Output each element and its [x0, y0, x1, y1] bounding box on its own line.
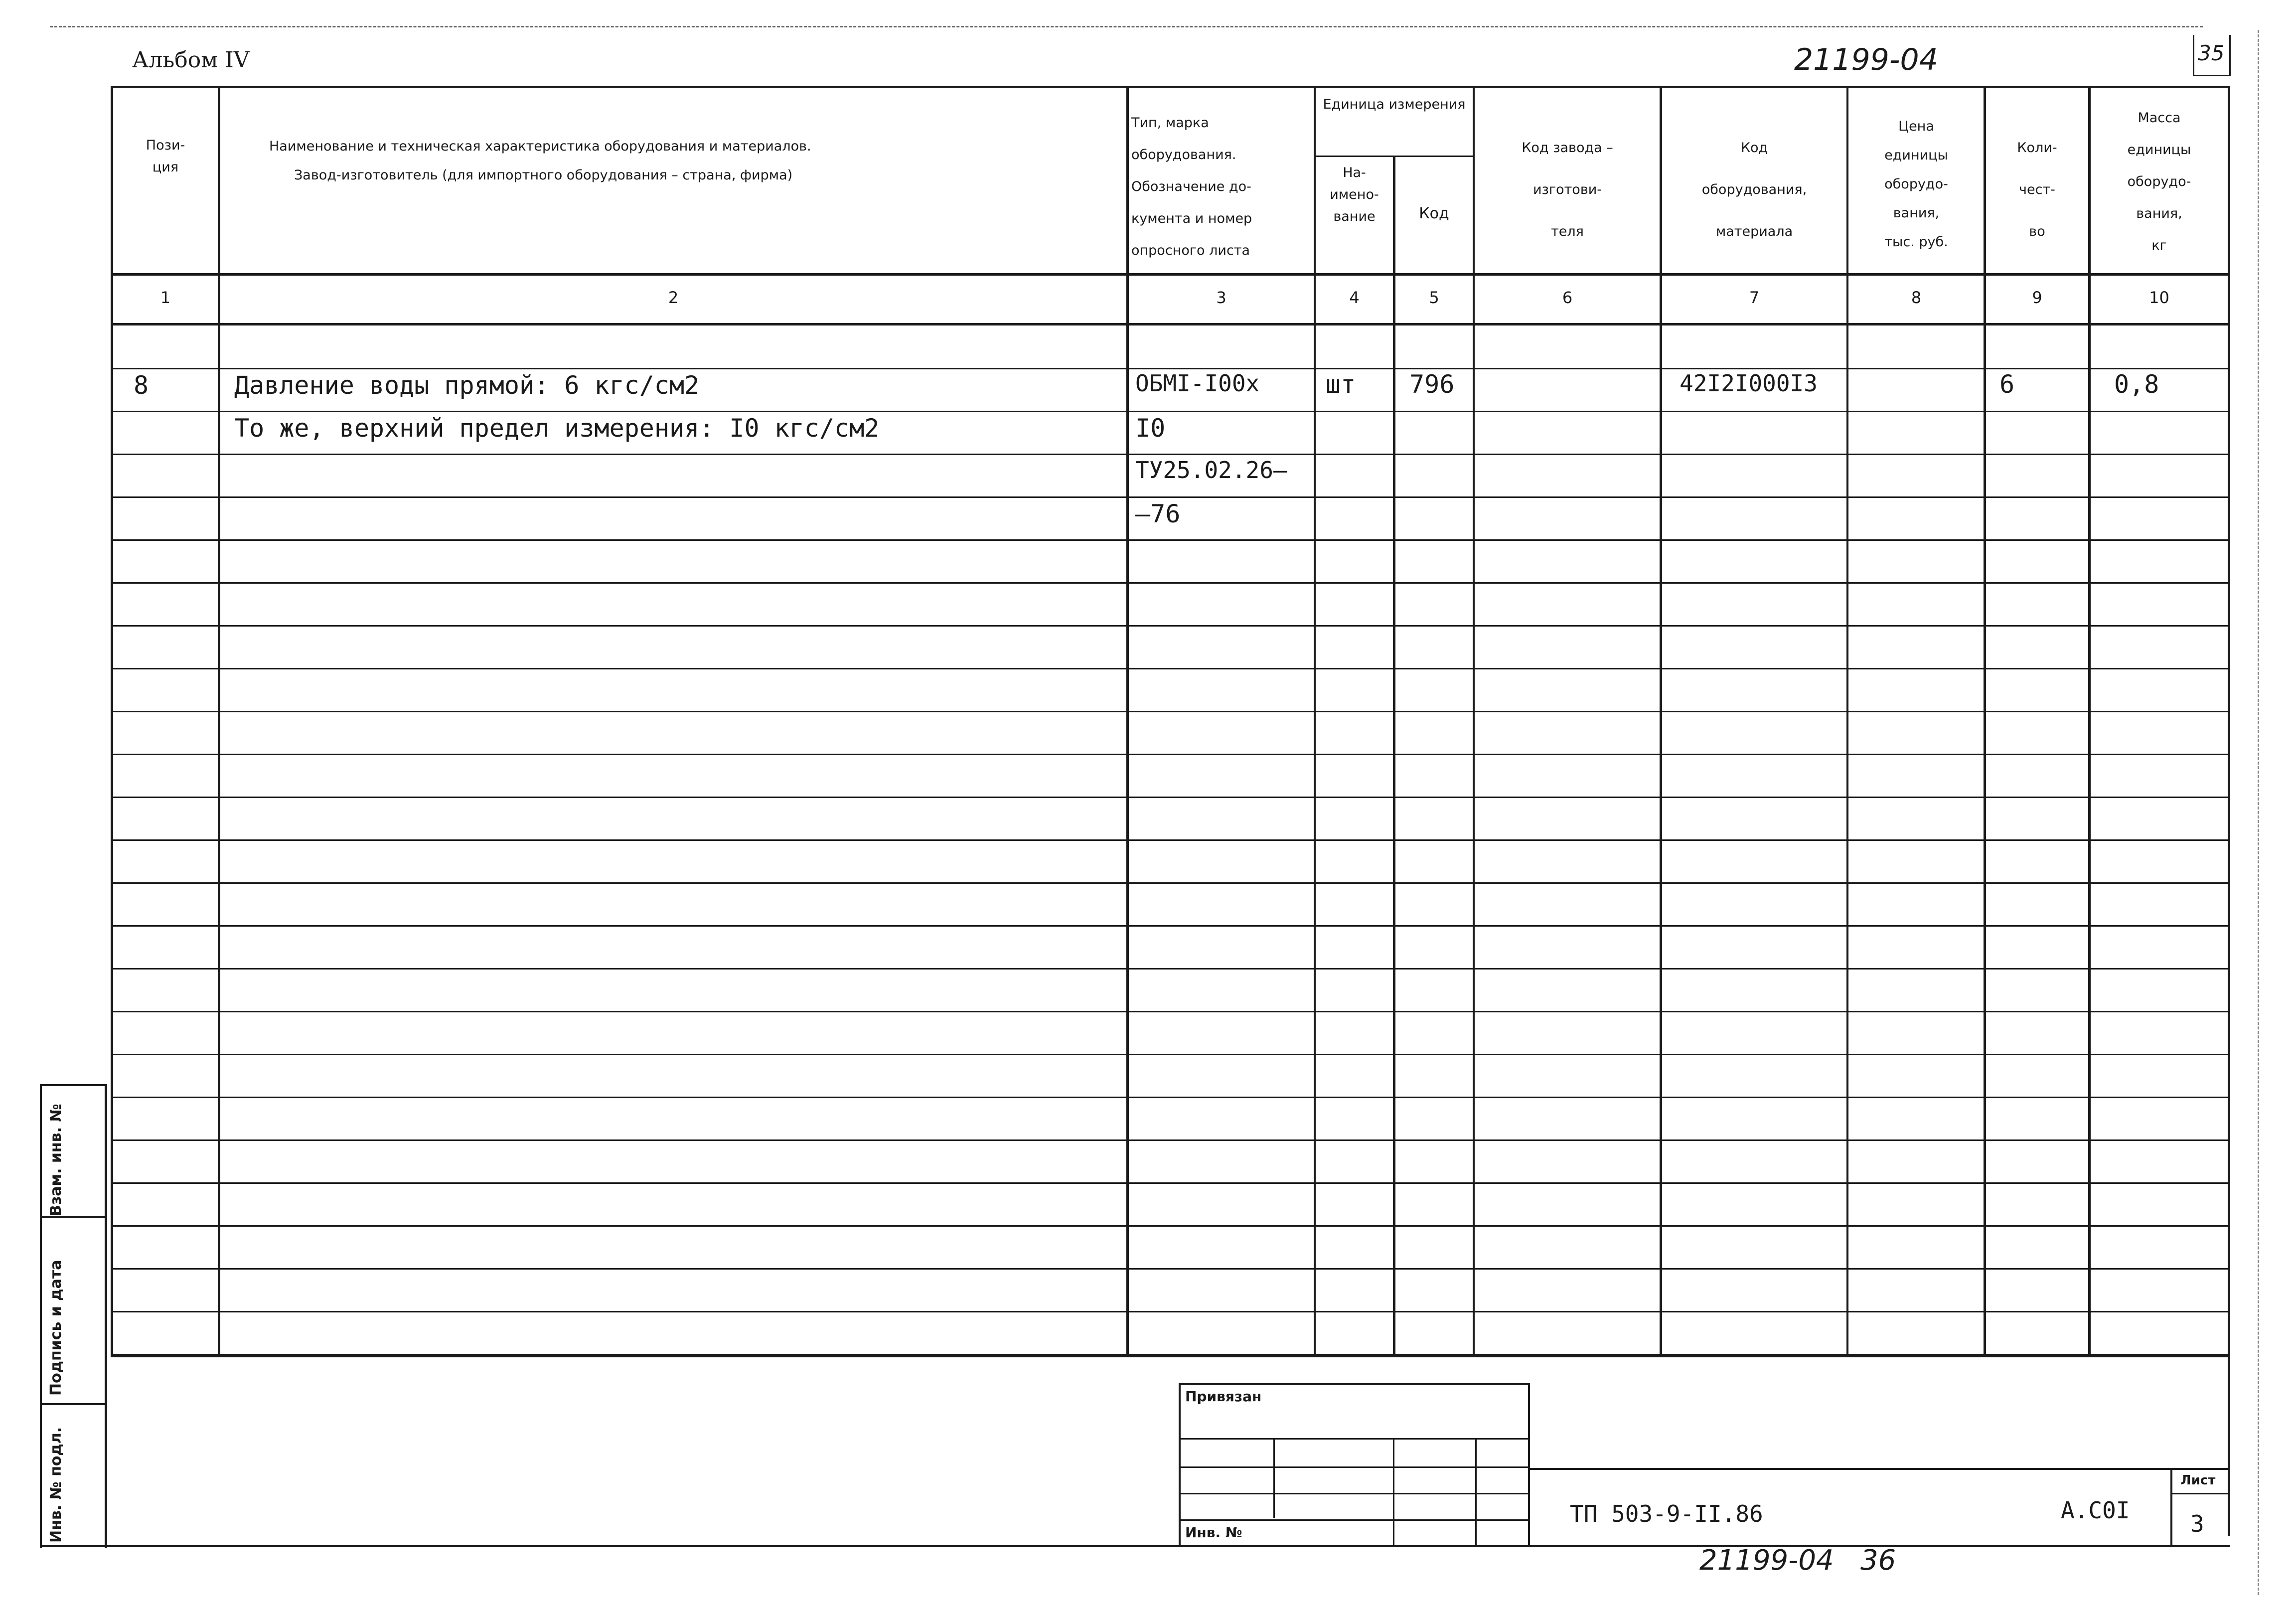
side-stamp-top — [40, 1084, 107, 1086]
sheet-box-left — [2170, 1468, 2172, 1547]
row-rule — [111, 839, 2229, 841]
table-bottom-rule — [111, 1355, 2229, 1357]
sheet-label: Лист — [2180, 1473, 2216, 1488]
stamp-inv-original: Инв. № подл. — [47, 1427, 65, 1543]
colnum-3: 3 — [1216, 288, 1226, 307]
frame-bottom — [40, 1545, 2230, 1547]
attached-col-1 — [1273, 1438, 1275, 1518]
row-rule — [111, 1139, 2229, 1141]
cell-name: Давление воды прямой: 6 кгс/см2 — [234, 371, 700, 400]
sheet-box-rule — [2170, 1493, 2230, 1494]
row-rule — [111, 625, 2229, 627]
row-rule — [111, 754, 2229, 755]
col-sep-4 — [1393, 156, 1395, 1357]
colnum-4: 4 — [1349, 288, 1360, 307]
col-sep-1 — [218, 86, 220, 1357]
table-row — [0, 454, 2296, 496]
row-rule — [111, 582, 2229, 584]
right-trim-line — [2258, 30, 2259, 1595]
row-rule — [111, 1054, 2229, 1055]
colnum-2: 2 — [668, 288, 679, 307]
frame-left — [111, 86, 113, 1357]
header-mass: Масса единицы оборудо- вания, кг — [2127, 110, 2191, 253]
row-rule — [111, 797, 2229, 798]
document-number: 21199-04 — [1794, 42, 1938, 77]
cell-type: –76 — [1135, 499, 1181, 528]
cell-quantity: 6 — [1999, 370, 2015, 399]
stamp-signature-date: Подпись и дата — [47, 1260, 65, 1396]
row-rule — [111, 1311, 2229, 1312]
col-sep-3 — [1314, 156, 1316, 1357]
row-rule — [111, 882, 2229, 884]
header-bottom-rule — [111, 273, 2229, 276]
colnum-1: 1 — [160, 288, 171, 307]
col-sep-6 — [1660, 86, 1662, 1357]
attached-rule-1 — [1179, 1438, 1530, 1440]
row-rule — [111, 1225, 2229, 1227]
sheet-number: 3 — [2190, 1510, 2204, 1537]
colnum-6: 6 — [1562, 288, 1573, 307]
corner-number: 35 — [2198, 41, 2225, 65]
row-rule — [111, 1011, 2229, 1012]
header-quantity: Коли- чест- во — [2017, 140, 2057, 239]
section-code: А.С0I — [2061, 1497, 2130, 1524]
col-sep-5 — [1473, 86, 1475, 1357]
col-sep-2 — [1126, 86, 1129, 1357]
row-rule — [111, 1268, 2229, 1270]
cell-mass: 0,8 — [2114, 370, 2159, 399]
row-rule — [111, 925, 2229, 927]
row-rule — [111, 1097, 2229, 1098]
attached-rule-2 — [1179, 1466, 1530, 1468]
row-rule — [111, 1182, 2229, 1184]
stamp-replaced-inv: Взам. инв. № — [47, 1104, 65, 1216]
bottom-note: 21199-04 36 — [1699, 1544, 1896, 1577]
colnum-9: 9 — [2032, 288, 2042, 307]
cell-type: I0 — [1135, 414, 1166, 443]
table-row — [0, 496, 2296, 539]
album-label: Альбом IV — [132, 47, 250, 73]
attached-col-2 — [1393, 1438, 1394, 1545]
side-stamp-sep-1 — [40, 1216, 107, 1218]
table-row — [0, 411, 2296, 454]
attached-label: Привязан — [1185, 1388, 1262, 1405]
col-sep-7 — [1846, 86, 1848, 1357]
cell-type: ОБМI-I00х — [1135, 370, 1260, 397]
header-unit-code: Код — [1419, 205, 1449, 222]
attached-rule-3 — [1179, 1493, 1530, 1494]
colnum-5: 5 — [1429, 288, 1439, 307]
header-unit-name: На- имено- вание — [1330, 165, 1379, 224]
cell-position: 8 — [134, 371, 149, 400]
cell-unit-code: 796 — [1409, 370, 1455, 399]
inv-no-label: Инв. № — [1185, 1524, 1242, 1541]
cell-type: ТУ25.02.26– — [1135, 457, 1287, 484]
header-equipment-code: Код оборудования, материала — [1701, 140, 1807, 239]
row-rule — [111, 668, 2229, 669]
cell-equipment-code: 42I2I000I3 — [1680, 370, 1818, 397]
side-stamp-left — [40, 1084, 42, 1548]
row-rule — [111, 968, 2229, 970]
colnum-bottom-rule — [111, 323, 2229, 325]
header-top-rule — [111, 86, 2229, 88]
colnum-10: 10 — [2149, 288, 2169, 307]
side-stamp-right — [105, 1084, 107, 1548]
colnum-7: 7 — [1749, 288, 1760, 307]
colnum-8: 8 — [1911, 288, 1922, 307]
attached-box — [1179, 1383, 1530, 1545]
cell-unit: шт — [1326, 370, 1356, 399]
unit-split-rule — [1314, 156, 1473, 157]
frame-right — [2228, 86, 2230, 1536]
col-sep-9 — [2088, 86, 2091, 1357]
col-sep-8 — [1984, 86, 1986, 1357]
header-unit: Единица измерения — [1323, 97, 1466, 112]
attached-rule-4 — [1179, 1519, 1530, 1521]
header-factory-code: Код завода – изготови- теля — [1522, 140, 1613, 239]
project-code: ТП 503-9-II.86 — [1570, 1500, 1763, 1527]
row-rule — [111, 711, 2229, 712]
top-trim-line — [50, 26, 2203, 27]
row-rule — [111, 539, 2229, 541]
header-price: Цена единицы оборудо- вания, тыс. руб. — [1884, 119, 1948, 250]
cell-name: То же, верхний предел измерения: I0 кгс/см2 — [234, 414, 880, 443]
table-row — [0, 368, 2296, 411]
attached-col-3 — [1475, 1438, 1477, 1545]
side-stamp-sep-2 — [40, 1403, 107, 1405]
header-type: Тип, марка оборудования. Обозначение до- кумента и номер опросного листа — [1131, 115, 1252, 258]
title-block-top — [1530, 1468, 2230, 1470]
header-name: Наименование и техническая характеристика оборудования и материалов. Завод-изготовитель (для импортного оборудования – страна, фирма) — [269, 139, 811, 183]
header-position: Пози- ция — [146, 138, 185, 175]
